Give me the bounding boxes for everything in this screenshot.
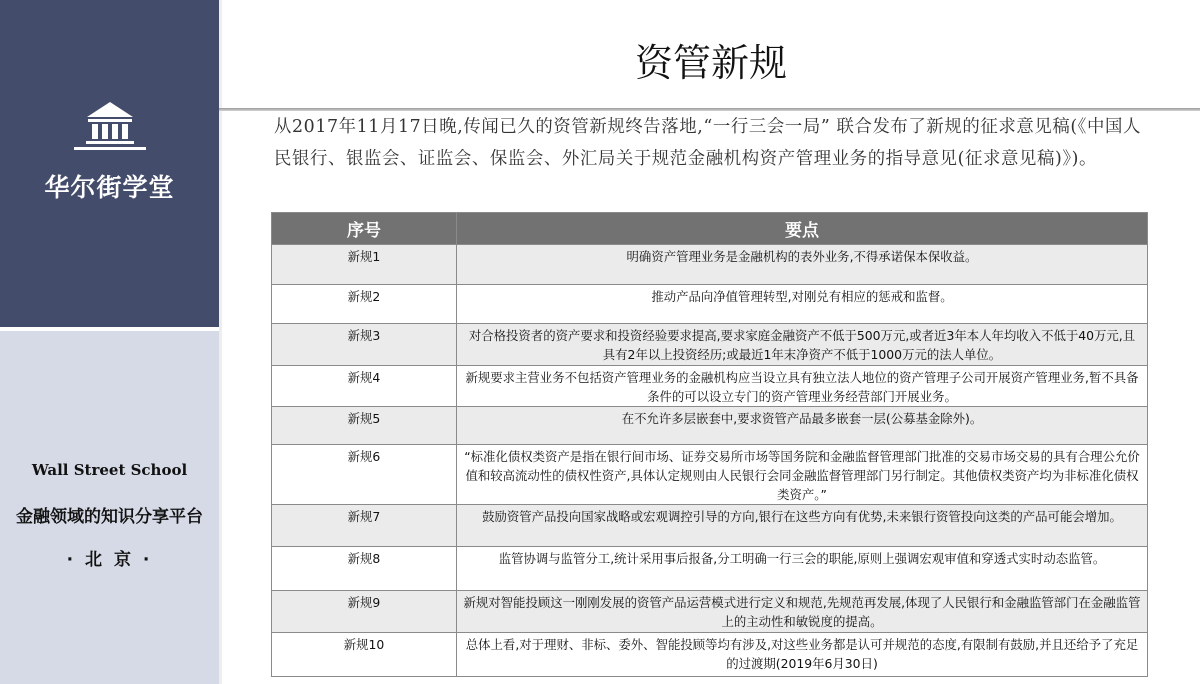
header-keypoint: 要点: [457, 213, 1148, 245]
table-header-row: [272, 213, 1148, 245]
row-keypoint: 对合格投资者的资产要求和投资经验要求提高,要求家庭金融资产不低于500万元,或者近3年本人年均收入不低于40万元,且具有2年以上投资经历;或最近1年末净资产不低于1000万元的法人单位。: [457, 324, 1148, 366]
table-row: [272, 366, 1148, 407]
row-index: 新规7: [272, 505, 457, 547]
table-row: [272, 633, 1148, 677]
table-row: [272, 445, 1148, 505]
page-title: 资管新规: [634, 41, 787, 85]
table-row: [272, 285, 1148, 324]
city-label: · 北 京 ·: [66, 550, 153, 570]
table-row: [272, 324, 1148, 366]
table-row: [272, 245, 1148, 285]
row-index: 新规8: [272, 547, 457, 591]
sidebar-brand-panel: [0, 0, 219, 327]
row-keypoint: 在不允许多层嵌套中,要求资管产品最多嵌套一层(公募基金除外)。: [457, 407, 1148, 445]
row-keypoint: 推动产品向净值管理转型,对刚兑有相应的惩戒和监督。: [457, 285, 1148, 324]
table-row: [272, 407, 1148, 445]
row-keypoint: 明确资产管理业务是金融机构的表外业务,不得承诺保本保收益。: [457, 245, 1148, 285]
table-row: [272, 591, 1148, 633]
row-index: 新规10: [272, 633, 457, 677]
row-index: 新规6: [272, 445, 457, 505]
row-index: 新规2: [272, 285, 457, 324]
row-keypoint: 新规要求主营业务不包括资产管理业务的金融机构应当设立具有独立法人地位的资产管理子公司开展资产管理业务,暂不具备条件的可以设立专门的资产管理业务经营部门开展业务。: [457, 366, 1148, 407]
table-row: [272, 505, 1148, 547]
row-keypoint: 总体上看,对于理财、非标、委外、智能投顾等均有涉及,对这些业务都是认可并规范的态度,有限制有鼓励,并且还给予了充足的过渡期(2019年6月30日): [457, 633, 1148, 677]
header-index: 序号: [272, 213, 457, 245]
sidebar-divider: [219, 0, 222, 684]
row-keypoint: “标准化债权类资产是指在银行间市场、证券交易所市场等国务院和金融监督管理部门批准的交易市场交易的具有合理公允价值和较高流动性的债权性资产,具体认定规则由人民银行会同金融监督管理部门另行制定。其他债权类资产均为非标准化债权类资产。”: [457, 445, 1148, 505]
intro-paragraph: 从2017年11月17日晚,传闻已久的资管新规终告落地,“一行三会一局” 联合发布了新规的征求意见稿(《中国人民银行、银监会、证监会、保监会、外汇局关于规范金融机构资产管理业务的指导意见(征求意见稿)》)。: [274, 117, 1141, 169]
institution-building-icon: [74, 100, 146, 152]
row-index: 新规4: [272, 366, 457, 407]
table-row: [272, 547, 1148, 591]
school-name: Wall Street School: [31, 461, 188, 479]
row-index: 新规1: [272, 245, 457, 285]
row-keypoint: 鼓励资管产品投向国家战略或宏观调控引导的方向,银行在这些方向有优势,未来银行资管投向这类的产品可能会增加。: [457, 505, 1148, 547]
rules-table: [271, 212, 1148, 677]
slogan: 金融领域的知识分享平台: [16, 507, 203, 527]
row-keypoint: 新规对智能投顾这一刚刚发展的资管产品运营模式进行定义和规范,先规范再发展,体现了人民银行和金融监管部门在金融监管上的主动性和敏锐度的提高。: [457, 591, 1148, 633]
brand-name: 华尔街学堂: [44, 173, 175, 202]
row-index: 新规9: [272, 591, 457, 633]
row-index: 新规3: [272, 324, 457, 366]
row-keypoint: 监管协调与监管分工,统计采用事后报备,分工明确一行三会的职能,原则上强调宏观审值和穿透式实时动态监管。: [457, 547, 1148, 591]
row-index: 新规5: [272, 407, 457, 445]
